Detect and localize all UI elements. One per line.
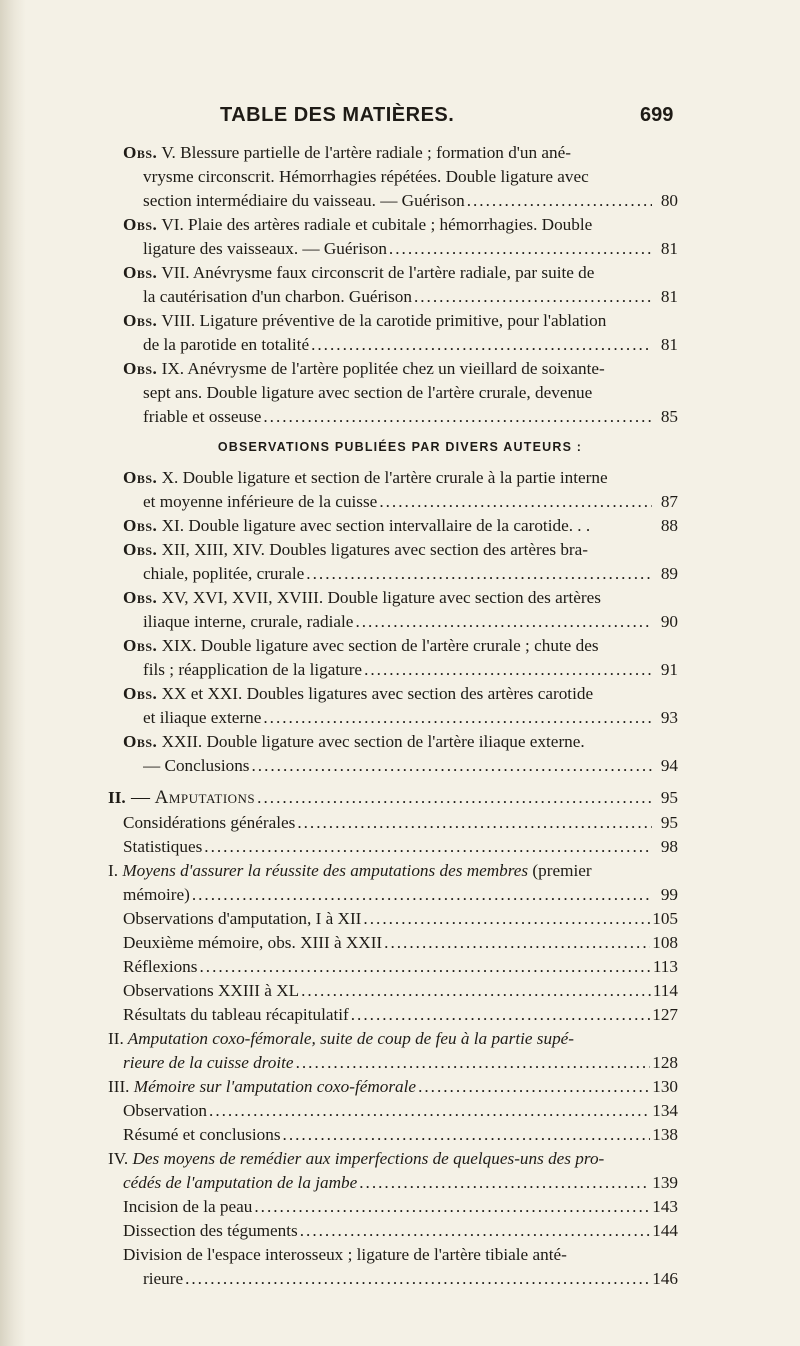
toc-line: et iliaque externe ..... 93 bbox=[143, 706, 678, 730]
page-ref: 127 bbox=[652, 1005, 678, 1024]
toc-line: II. Amputation coxo-fémorale, suite de coup de feu à la partie supé- bbox=[108, 1029, 575, 1048]
toc-line: Incision de la peau ..... 143 bbox=[123, 1195, 678, 1219]
page-title: TABLE DES MATIÈRES. bbox=[220, 104, 455, 126]
toc-section-heading: II. — Amputations ..... 95 bbox=[108, 786, 678, 810]
page-ref: 95 bbox=[660, 813, 678, 832]
page-ref: 146 bbox=[652, 1269, 678, 1288]
page-ref: 99 bbox=[660, 885, 678, 904]
page-ref: 81 bbox=[660, 335, 678, 354]
toc-line: Observation ..... 134 bbox=[123, 1099, 678, 1123]
page-ref: 85 bbox=[660, 407, 678, 426]
toc-line: mémoire) ..... 99 bbox=[123, 883, 678, 907]
toc-line: Observations d'amputation, I à XII ..... 105 bbox=[123, 907, 678, 931]
toc-line: de la parotide en totalité ..... 81 bbox=[143, 333, 678, 357]
toc-line: rieure de la cuisse droite ..... 128 bbox=[123, 1051, 678, 1075]
page-ref: 128 bbox=[652, 1053, 678, 1072]
running-head bbox=[0, 104, 800, 134]
section-subheading: OBSERVATIONS PUBLIÉES PAR DIVERS AUTEURS : bbox=[217, 440, 583, 454]
toc-line: — Conclusions ..... 94 bbox=[143, 754, 678, 778]
toc-line: Obs. XXII. Double ligature avec section de l'artère iliaque externe. bbox=[123, 732, 585, 751]
toc-line: Obs. X. Double ligature et section de l'artère crurale à la partie interne bbox=[123, 468, 608, 487]
toc-line: Statistiques ..... 98 bbox=[123, 835, 678, 859]
toc-line: Obs. V. Blessure partielle de l'artère radiale ; formation d'un ané- bbox=[123, 143, 571, 162]
toc-line: iliaque interne, crurale, radiale ..... 90 bbox=[143, 610, 678, 634]
toc-line: Réflexions ..... 113 bbox=[123, 955, 678, 979]
toc-line: I. Moyens d'assurer la réussite des amputations des membres (premier bbox=[108, 861, 592, 880]
page-ref: 98 bbox=[660, 837, 678, 856]
page-ref: 95 bbox=[660, 788, 678, 807]
page-number: 699 bbox=[640, 104, 674, 126]
toc-line: fils ; réapplication de la ligature ..... 91 bbox=[143, 658, 678, 682]
page-ref: 139 bbox=[652, 1173, 678, 1192]
page-ref: 144 bbox=[652, 1221, 678, 1240]
toc-line: Résultats du tableau récapitulatif ..... 127 bbox=[123, 1003, 678, 1027]
page-ref: 114 bbox=[652, 981, 678, 1000]
toc-line: Obs. VI. Plaie des artères radiale et cubitale ; hémorrhagies. Double bbox=[123, 215, 593, 234]
page-ref: 80 bbox=[660, 191, 678, 210]
toc-line: Dissection des téguments ..... 144 bbox=[123, 1219, 678, 1243]
toc-line: Observations XXIII à XL ..... 114 bbox=[123, 979, 678, 1003]
page-ref: 81 bbox=[660, 239, 678, 258]
page-ref: 89 bbox=[660, 564, 678, 583]
toc-line: Obs. XV, XVI, XVII, XVIII. Double ligature avec section des artères bbox=[123, 588, 601, 607]
toc-line: Obs. XII, XIII, XIV. Doubles ligatures avec section des artères bra- bbox=[123, 540, 588, 559]
page-ref: 105 bbox=[652, 909, 678, 928]
toc-line: Obs. XI. Double ligature avec section intervallaire de la carotide. . . 88 bbox=[123, 514, 678, 538]
page-ref: 87 bbox=[660, 492, 678, 511]
toc-line: Division de l'espace interosseux ; ligature de l'artère tibiale anté- bbox=[123, 1245, 567, 1264]
page-ref: 138 bbox=[652, 1125, 678, 1144]
page-ref: 143 bbox=[652, 1197, 678, 1216]
toc-line: Résumé et conclusions ..... 138 bbox=[123, 1123, 678, 1147]
toc-line: Deuxième mémoire, obs. XIII à XXII ..... 108 bbox=[123, 931, 678, 955]
page-ref: 90 bbox=[660, 612, 678, 631]
toc-line: Considérations générales ..... 95 bbox=[123, 811, 678, 835]
toc-line: cédés de l'amputation de la jambe ..... 139 bbox=[123, 1171, 678, 1195]
page-ref: 94 bbox=[660, 756, 678, 775]
toc-line: section intermédiaire du vaisseau. — Guérison ..... 80 bbox=[143, 189, 678, 213]
page-ref: 91 bbox=[660, 660, 678, 679]
toc-line: III. Mémoire sur l'amputation coxo-fémorale ..... 130 bbox=[108, 1075, 678, 1099]
page-ref: 134 bbox=[652, 1101, 678, 1120]
toc-line: IV. Des moyens de remédier aux imperfections de quelques-uns des pro- bbox=[108, 1149, 605, 1168]
toc-line: et moyenne inférieure de la cuisse ..... 87 bbox=[143, 490, 678, 514]
toc-line: friable et osseuse ..... 85 bbox=[143, 405, 678, 429]
toc-line: Obs. IX. Anévrysme de l'artère poplitée chez un vieillard de soixante- bbox=[123, 359, 605, 378]
toc-line: Obs. XX et XXI. Doubles ligatures avec section des artères carotide bbox=[123, 684, 594, 703]
toc-line: rieure ..... 146 bbox=[143, 1267, 678, 1291]
toc-line: sept ans. Double ligature avec section de l'artère crurale, devenue bbox=[143, 383, 593, 402]
toc-line: Obs. VII. Anévrysme faux circonscrit de l'artère radiale, par suite de bbox=[123, 263, 595, 282]
toc-line: ligature des vaisseaux. — Guérison ..... 81 bbox=[143, 237, 678, 261]
page-ref: 113 bbox=[652, 957, 678, 976]
page-ref: 130 bbox=[652, 1077, 678, 1096]
toc-line: vrysme circonscrit. Hémorrhagies répétées. Double ligature avec bbox=[143, 167, 589, 186]
page-ref: 88 bbox=[660, 516, 678, 535]
page-ref: 81 bbox=[660, 287, 678, 306]
toc-line: Obs. XIX. Double ligature avec section de l'artère crurale ; chute des bbox=[123, 636, 599, 655]
toc-line: la cautérisation d'un charbon. Guérison ..... 81 bbox=[143, 285, 678, 309]
page-ref: 93 bbox=[660, 708, 678, 727]
toc-line: chiale, poplitée, crurale ..... 89 bbox=[143, 562, 678, 586]
toc-line: Obs. VIII. Ligature préventive de la carotide primitive, pour l'ablation bbox=[123, 311, 607, 330]
page-ref: 108 bbox=[652, 933, 678, 952]
